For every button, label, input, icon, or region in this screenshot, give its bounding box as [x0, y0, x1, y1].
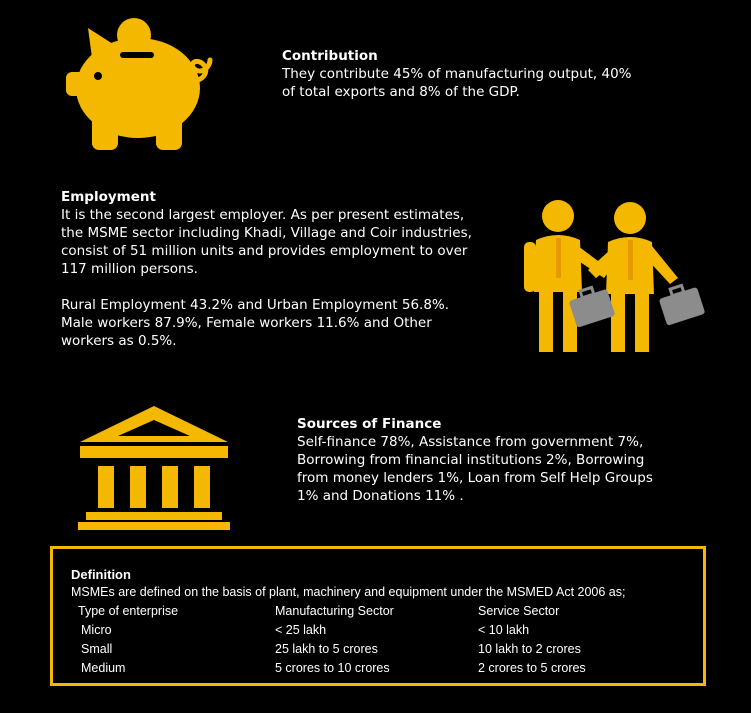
finance-line: 1% and Donations 11% . — [297, 488, 464, 504]
businessmen-handshake-icon — [518, 196, 718, 356]
employment-line: It is the second largest employer. As per present estimates, — [61, 207, 465, 223]
bank-building-icon — [78, 404, 230, 530]
table-cell: 25 lakh to 5 crores — [275, 642, 378, 656]
employment-line: 117 million persons. — [61, 261, 198, 277]
employment-line: Male workers 87.9%, Female workers 11.6% and Other — [61, 315, 432, 331]
finance-line: Borrowing from financial institutions 2%, Borrowing — [297, 452, 645, 468]
contribution-line: They contribute 45% of manufacturing output, 40% — [282, 66, 632, 82]
contribution-text — [282, 65, 702, 101]
contribution-line: of total exports and 8% of the GDP. — [282, 84, 520, 100]
finance-section — [297, 415, 717, 505]
table-row — [78, 623, 698, 642]
employment-line: Rural Employment 43.2% and Urban Employment 56.8%. — [61, 297, 450, 313]
table-cell: < 10 lakh — [478, 623, 530, 637]
employment-section — [61, 188, 511, 350]
piggy-bank-icon — [58, 10, 228, 160]
definition-intro: MSMEs are defined on the basis of plant, machinery and equipment under the MSMED Act 2006 as; — [71, 585, 626, 599]
table-cell: 5 crores to 10 crores — [275, 661, 390, 675]
employment-line: the MSME sector including Khadi, Village and Coir industries, — [61, 225, 472, 241]
employment-text — [61, 206, 511, 350]
table-header-row — [78, 604, 698, 623]
table-cell: Small — [81, 642, 113, 656]
table-row — [78, 642, 698, 661]
table-cell: Medium — [81, 661, 126, 675]
table-cell: Micro — [81, 623, 112, 637]
table-cell: 10 lakh to 2 crores — [478, 642, 581, 656]
finance-text — [297, 433, 717, 505]
table-cell: < 25 lakh — [275, 623, 327, 637]
table-header-cell: Manufacturing Sector — [275, 604, 394, 618]
contribution-section — [282, 47, 702, 101]
finance-line: Self-finance 78%, Assistance from government 7%, — [297, 434, 644, 450]
employment-title: Employment — [61, 189, 156, 205]
employment-line: workers as 0.5%. — [61, 333, 177, 349]
table-row — [78, 661, 698, 680]
finance-line: from money lenders 1%, Loan from Self Help Groups — [297, 470, 653, 486]
employment-line: consist of 51 million units and provides employment to over — [61, 243, 468, 259]
finance-title: Sources of Finance — [297, 416, 442, 432]
table-header-cell: Service Sector — [478, 604, 560, 618]
definition-title: Definition — [71, 567, 131, 582]
contribution-title: Contribution — [282, 48, 378, 64]
table-cell: 2 crores to 5 crores — [478, 661, 586, 675]
definition-box — [50, 546, 706, 686]
table-header-cell: Type of enterprise — [78, 604, 179, 618]
